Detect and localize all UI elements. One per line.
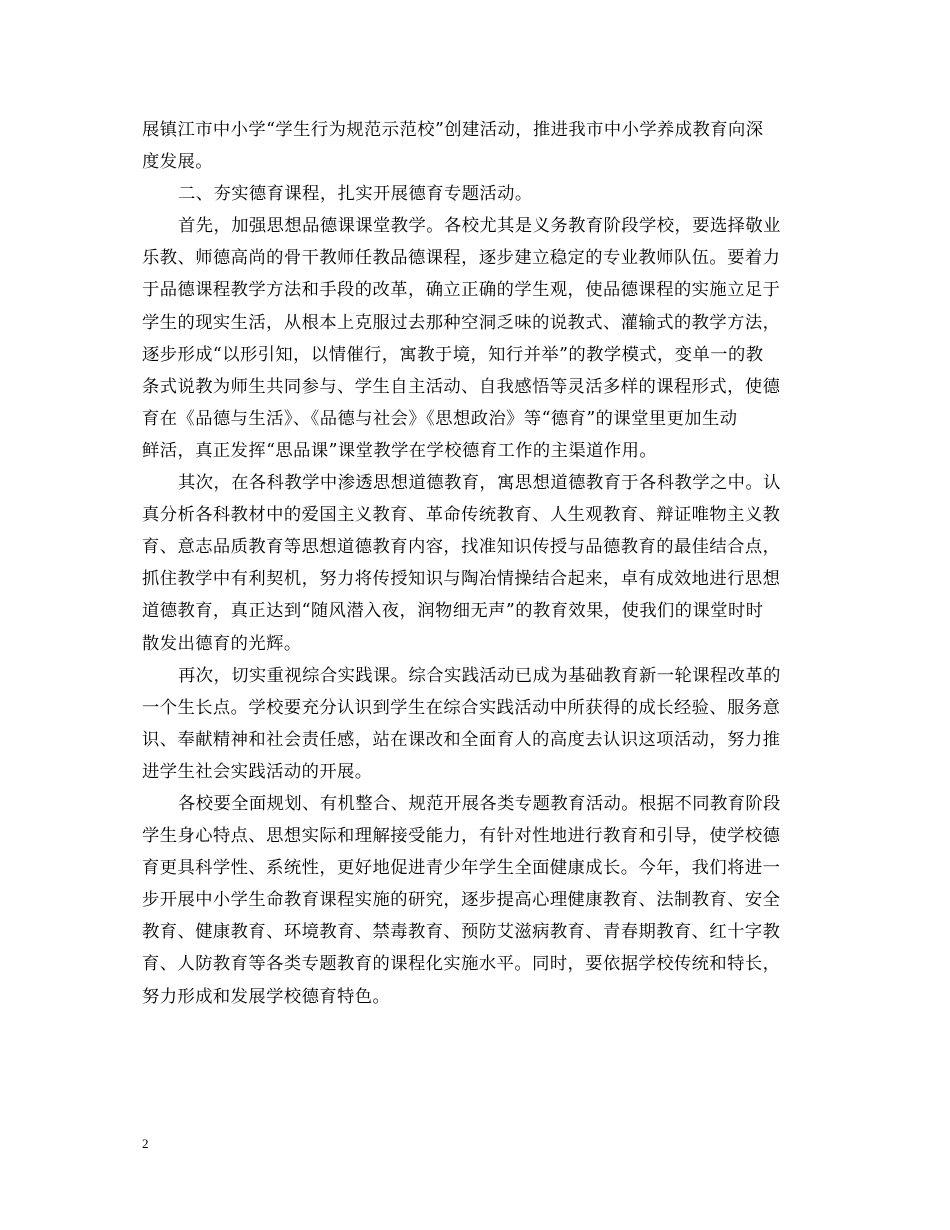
document-body [142, 114, 812, 1013]
page-number: 2 [142, 1136, 149, 1151]
text-line: 真分析各科教材中的爱国主义教育、革命传统教育、人生观教育、辩证唯物主义教 [142, 505, 781, 526]
text-line: 育、意志品质教育等思想道德教育内容，找准知识传授与品德教育的最佳结合点， [142, 537, 781, 558]
text-line: 育在《品德与生活》、《品德与社会》《思想政治》等“德育”的课堂里更加生动 [142, 408, 738, 429]
text-line: 教育、健康教育、环境教育、禁毒教育、预防艾滋病教育、青春期教育、红十字教 [142, 922, 781, 943]
text-line: 育更具科学性、系统性，更好地促进青少年学生全面健康成长。今年，我们将进一 [142, 858, 781, 879]
text-line: 逐步形成“以形引知，以情催行，寓教于境，知行并举”的教学模式，变单一的教 [142, 344, 764, 365]
text-line: 乐教、师德高尚的骨干教师任教品德课程，逐步建立稳定的专业教师队伍。要着力 [142, 248, 781, 269]
text-line: 抓住教学中有利契机，努力将传授知识与陶冶情操结合起来，卓有成效地进行思想 [142, 569, 781, 590]
text-line: 步开展中小学生命教育课程实施的研究，逐步提高心理健康教育、法制教育、安全 [142, 890, 781, 911]
text-line: 其次，在各科教学中渗透思想道德教育，寓思想道德教育于各科教学之中。认 [178, 473, 781, 494]
text-line: 努力形成和发展学校德育特色。 [142, 986, 391, 1007]
text-line: 鲜活，真正发挥“思品课”课堂教学在学校德育工作的主渠道作用。 [142, 440, 658, 461]
text-line: 于品德课程教学方法和手段的改革，确立正确的学生观，使品德课程的实施立足于 [142, 280, 781, 301]
section-heading: 二、夯实德育课程，扎实开展德育专题活动。 [178, 184, 533, 205]
text-line: 学生的现实生活，从根本上克服过去那种空洞乏味的说教式、灌输式的教学方法， [142, 312, 781, 333]
text-line: 进学生社会实践活动的开展。 [142, 761, 373, 782]
text-line: 散发出德育的光辉。 [142, 633, 302, 654]
text-line: 度发展。 [142, 152, 213, 173]
text-line: 各校要全面规划、有机整合、规范开展各类专题教育活动。根据不同教育阶段 [178, 793, 781, 814]
text-line: 识、奉献精神和社会责任感，站在课改和全面育人的高度去认识这项活动，努力推 [142, 729, 781, 750]
text-line: 育、人防教育等各类专题教育的课程化实施水平。同时，要依据学校传统和特长， [142, 954, 781, 975]
text-line: 一个生长点。学校要充分认识到学生在综合实践活动中所获得的成长经验、服务意 [142, 697, 781, 718]
text-line: 首先，加强思想品德课课堂教学。各校尤其是义务教育阶段学校，要选择敬业 [178, 216, 781, 237]
text-line: 展镇江市中小学“学生行为规范示范校”创建活动，推进我市中小学养成教育向深 [142, 120, 764, 140]
text-line: 道德教育，真正达到“随风潜入夜，润物细无声”的教育效果，使我们的课堂时时 [142, 601, 764, 622]
text-line: 再次，切实重视综合实践课。综合实践活动已成为基础教育新一轮课程改革的 [178, 665, 781, 686]
text-line: 学生身心特点、思想实际和理解接受能力，有针对性地进行教育和引导，使学校德 [142, 826, 781, 847]
text-line: 条式说教为师生共同参与、学生自主活动、自我感悟等灵活多样的课程形式，使德 [142, 376, 781, 397]
